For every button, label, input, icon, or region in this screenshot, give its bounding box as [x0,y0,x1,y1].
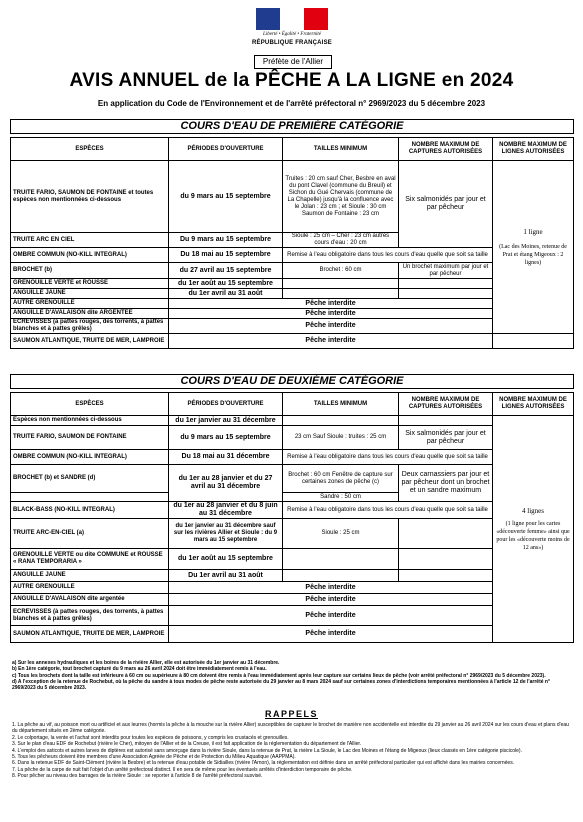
lines-main: 4 lignes [522,506,544,515]
rule-cell: Remise à l'eau obligatoire dans tous les cours d'eau quelle que soit sa taille [283,502,493,519]
species-cell: ANGUILLE D'AVALAISON dite argentée [11,594,169,606]
species-cell: ECREVISSES (à pattes rouges, des torrents, à pattes blanches et à pattes grêles) [11,606,169,626]
table-row [11,279,574,289]
col-header-periods: PÉRIODES D'OUVERTURE [169,138,283,161]
table-row [11,450,574,465]
table-row [11,626,574,643]
table-row [11,570,574,582]
period-cell: du 1er août au 15 septembre [169,549,283,570]
table-row [11,426,574,450]
size-cell: Truites : 20 cm sauf Cher, Besbre en aval du pont Clavel (commune du Breuil) et Sichon du Gué Chervais (commune de La Chapelle) jusqu'à la confluence avec le Jolan : 23 cm ; et Sioule : 30 cm Saumon de Fontaine : 23 cm [283,161,399,233]
period-cell: du 1er avril au 31 août [169,289,283,299]
col-header-sizes: TAILLES MINIMUM [283,393,399,416]
french-flag-icon [256,8,328,30]
size-cell: Sioule : 25 cm – Cher : 23 cm autres cours d'eau : 20 cm [283,233,399,248]
size-cell: 23 cm Sauf Sioule : truites : 25 cm [283,426,399,450]
col-header-species: ESPÈCES [11,138,169,161]
forbidden-cell: Pêche interdite [169,319,493,334]
rappels-title: RAPPELS [264,709,318,719]
republic-name: RÉPUBLIQUE FRANÇAISE [251,40,332,46]
captures-cell: Deux carnassiers par jour et par pêcheur dont un brochet et un sandre maximum [399,465,493,502]
forbidden-cell: Pêche interdite [169,606,493,626]
table-row [11,502,574,519]
captures-cell: Six salmonidés par jour et par pêcheur [399,426,493,450]
footnote-c: c) Tous les brochets dont la taille est inférieure à 60 cm ou supérieure à 80 cm doivent être remis à l'eau immédiatement après leur capture sur certains lieux de pêche (voir arrêté préfectoral n° 2969/2023 du 5 décembre 2023). [12,672,546,679]
col-header-periods: PÉRIODES D'OUVERTURE [169,393,283,416]
species-cell: ANGUILLE JAUNE [11,570,169,582]
table-cat1 [10,137,574,349]
species-cell: ANGUILLE D'AVALAISON dite ARGENTEE [11,309,169,319]
species-cell: AUTRE GRENOUILLE [11,582,169,594]
forbidden-cell: Pêche interdite [169,334,493,349]
size-cell: Brochet : 60 cm Fenêtre de capture sur certaines zones de pêche (c) [283,465,399,493]
page-title: AVIS ANNUEL de la PÊCHE A LA LIGNE en 2024 [69,70,514,91]
forbidden-cell: Pêche interdite [169,299,493,309]
period-cell: Du 9 mars au 15 septembre [169,233,283,248]
size-cell: Sandre : 50 cm [283,493,399,502]
col-header-lines: NOMBRE MAXIMUM DE LIGNES AUTORISÉES [493,138,574,161]
lines-cell [493,161,574,334]
captures-cell: Un brochet maximum par jour et par pêcheur [399,263,493,279]
republic-motto: Liberté • Égalité • Fraternité [263,32,321,37]
species-cell: OMBRE COMMUN (NO-KILL INTEGRAL) [11,450,169,465]
species-cell: Espèces non mentionnées ci-dessous [11,416,169,426]
table-row [11,519,574,549]
rappel-item: 4. L'emploi des asticots et autres larves de diptères est autorisé sans amorçage dans la rivière Sioule, dans la retenue de Prat, la rivière La Sioule, le Lac des Moines et l'étang de Migeoux (lieux classés en 1ère catégorie piscicole). [12,747,522,754]
marianne-logo [251,8,332,54]
rappel-item: 6. Dans la retenue EDF de Saint-Clément (rivière la Besbre) et la retenue d'eau potable de Sidiailles (rivière l'Arnon), la réglementation est définie dans un arrêté préfectoral particulier qui est affiché dans les mairies concernées. [12,760,515,767]
period-cell: du 1er janvier au 31 décembre [169,416,283,426]
table-row [11,299,574,309]
rappel-item: 3. Sur le plan d'eau EDF de Rochebut (rivière le Cher), mitoyen de l'Allier et de la Creuse, il est fait application de la réglementation du département de l'Allier. [12,741,362,748]
size-cell: Sioule : 25 cm [283,519,399,549]
table-header-row [11,138,574,161]
species-cell: BROCHET (b) [11,263,169,279]
species-cell: SAUMON ATLANTIQUE, TRUITE DE MER, LAMPROIE [11,626,169,643]
table-row [11,309,574,319]
forbidden-cell: Pêche interdite [169,626,493,643]
rappel-item: 1. La pêche au vif, au poisson mort ou artificiel et aux leurres (hormis la pêche à la mouche sur la rivière Allier) susceptibles de capturer le brochet de manière non accidentelle est interdite du 29 janvier au 26 avril 2024 sur les cours d'eau et plans d'eau du département situés en 2ème catégorie. [12,722,569,735]
rappel-item: 8. Pour pêcher au niveau des barrages de la rivière Sioule : se reporter à l'article 8 de l'arrêté préfectoral susvisé. [12,773,263,780]
species-cell: ANGUILLE JAUNE [11,289,169,299]
table-row [11,161,574,233]
period-cell: du 1er janvier au 31 décembre sauf sur les rivières Allier et Sioule : du 9 mars au 15 septembre [169,519,283,549]
rappel-item: 5. Tous les pêcheurs doivent être membres d'une Association Agréée de Pêche et de Protection du Milieu Aquatique (AAPPMA). [12,754,296,761]
footnote-d: d) A l'exception de la retenue de Rochebut, où la pêche du sandre à tous modes de pêche reste autorisée du 29 janvier au 8 mars 2024 sauf sur certaines zones d'interdictions temporaires mentionnées à l'article 12 de l'arrêté n° 2969/2023 du 5 décembre 2023. [12,678,550,692]
lines-main: 1 ligne [523,227,543,236]
species-cell: TRUITE FARIO, SAUMON DE FONTAINE et toutes espèces non mentionnées ci-dessous [11,161,169,233]
table-header-row [11,393,574,416]
table-row [11,334,574,349]
period-cell: Du 18 mai au 31 décembre [169,450,283,465]
col-header-species: ESPÈCES [11,393,169,416]
species-cell: TRUITE FARIO, SAUMON DE FONTAINE [11,426,169,450]
lines-cell [493,416,574,643]
table-row [11,289,574,299]
species-cell: TRUITE ARC-EN-CIEL (a) [11,519,169,549]
table-row [11,319,574,334]
captures-cell: Six salmonidés par jour et par pêcheur [399,161,493,248]
species-cell: AUTRE GRENOUILLE [11,299,169,309]
col-header-sizes: TAILLES MINIMUM [283,138,399,161]
period-cell: du 27 avril au 15 septembre [169,263,283,279]
lines-note: (1 ligne pour les cartes «découverte femme» ainsi que pour les «découverte moins de 12 ans») [496,520,570,551]
rule-cell: Remise à l'eau obligatoire dans tous les cours d'eau quelle que soit sa taille [283,248,493,263]
footnotes [12,660,572,691]
col-header-lines: NOMBRE MAXIMUM DE LIGNES AUTORISÉES [493,393,574,416]
period-cell: Du 1er avril au 31 août [169,570,283,582]
forbidden-cell: Pêche interdite [169,582,493,594]
col-header-captures: NOMBRE MAXIMUM DE CAPTURES AUTORISÉES [399,393,493,416]
table-row [11,416,574,426]
rappel-item: 2. Le colportage, la vente et l'achat sont interdits pour toutes les espèces de poissons, y compris les crustacés et grenouilles. [12,734,289,741]
footnote-b: b) En 1ère catégorie, tout brochet capturé du 9 mars au 26 avril 2024 doit être immédiatement remis à l'eau. [12,666,267,673]
table-row [11,549,574,570]
rappels-list [12,722,574,780]
table-row [11,594,574,606]
prefecture-label: Préfète de l'Allier [254,55,332,69]
species-cell: SAUMON ATLANTIQUE, TRUITE DE MER, LAMPROIE [11,334,169,349]
size-cell: Brochet : 60 cm [283,263,399,279]
lines-note: (Lac des Moines, retenue de Prat et étang Migeoux : 2 lignes) [499,243,567,266]
table-row [11,606,574,626]
forbidden-cell: Pêche interdite [169,594,493,606]
rappel-item: 7. La pêche de la carpe de nuit fait l'objet d'un arrêté préfectoral distinct. Il en sera de même pour les éventuels arrêtés d'interdiction temporaire de pêche. [12,766,353,773]
period-cell: du 9 mars au 15 septembre [169,426,283,450]
section-title-cat2: COURS D'EAU DE DEUXIÈME CATÉGORIE [10,374,574,389]
table-row [11,465,574,493]
table-cat2 [10,392,574,643]
species-cell: TRUITE ARC EN CIEL [11,233,169,248]
period-cell: du 1er au 28 janvier et du 27 avril au 31 décembre [169,465,283,502]
species-cell: OMBRE COMMUN (NO-KILL INTEGRAL) [11,248,169,263]
species-cell: BROCHET (b) et SANDRE (d) [11,465,169,493]
table-row [11,263,574,279]
col-header-captures: NOMBRE MAXIMUM DE CAPTURES AUTORISÉES [399,138,493,161]
table-row [11,248,574,263]
table-row [11,582,574,594]
rule-cell: Remise à l'eau obligatoire dans tous les cours d'eau quelle que soit sa taille [283,450,493,465]
footnote-a: a) Sur les annexes hydrauliques et les boires de la rivière Allier, elle est autorisée du 1er janvier au 31 décembre. [12,660,280,666]
section-title-cat1: COURS D'EAU DE PREMIÈRE CATÉGORIE [10,119,574,134]
page-subtitle: En application du Code de l'Environnement et de l'arrêté préfectoral n° 2969/2023 du 5 décembre 2023 [97,99,486,108]
period-cell: du 9 mars au 15 septembre [169,161,283,233]
forbidden-cell: Pêche interdite [169,309,493,319]
period-cell: du 1er août au 15 septembre [169,279,283,289]
species-cell: GRENOUILLE VERTE et ROUSSE [11,279,169,289]
period-cell: Du 18 mai au 15 septembre [169,248,283,263]
species-cell: GRENOUILLE VERTE ou dite COMMUNE et ROUSSE « RANA TEMPORARIA » [11,549,169,570]
species-cell: ECREVISSES (à pattes rouges, des torrents, à pattes blanches et à pattes grêles) [11,319,169,334]
species-cell: BLACK-BASS (NO-KILL INTEGRAL) [11,502,169,519]
period-cell: du 1er au 28 janvier et du 8 juin au 31 décembre [169,502,283,519]
